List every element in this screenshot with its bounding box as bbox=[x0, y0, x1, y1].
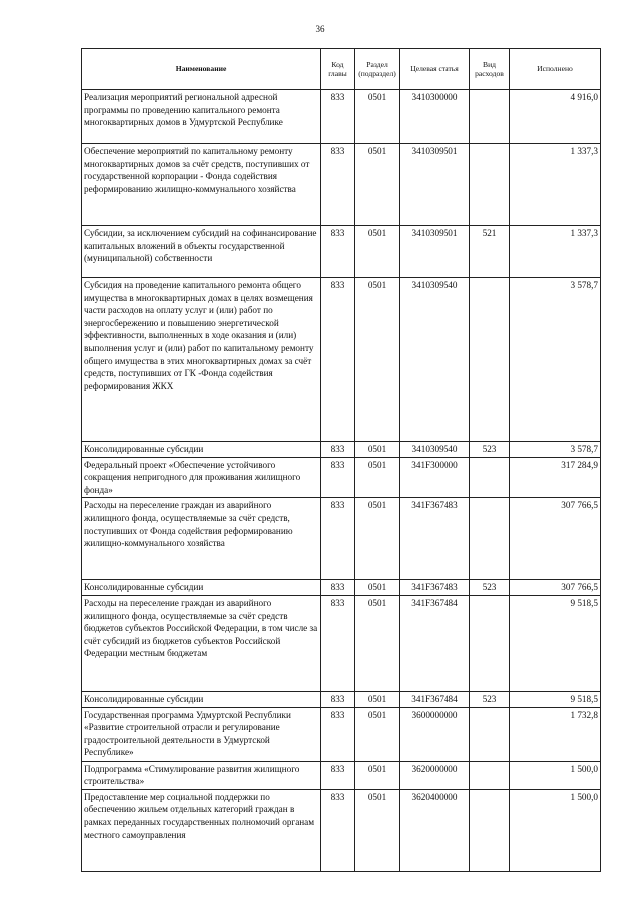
row-name: Федеральный проект «Обеспечение устойчивого сокращения непригодного для проживания жилищного фонда» bbox=[82, 457, 321, 498]
table-row bbox=[82, 457, 601, 498]
table-row bbox=[82, 226, 601, 278]
row-target: 3410300000 bbox=[400, 90, 470, 144]
table-row bbox=[82, 691, 601, 707]
row-type: 523 bbox=[470, 691, 510, 707]
page-number: 36 bbox=[315, 24, 325, 34]
row-target: 3620400000 bbox=[400, 789, 470, 871]
row-executed: 1 337,3 bbox=[510, 226, 601, 278]
row-type: 521 bbox=[470, 226, 510, 278]
row-name: Государственная программа Удмуртской Республики «Развитие строительной отрасли и регулирование градостроительной деятельности в Удмуртской Республике» bbox=[82, 707, 321, 761]
row-executed: 3 578,7 bbox=[510, 442, 601, 458]
row-target: 3410309540 bbox=[400, 442, 470, 458]
row-type bbox=[470, 498, 510, 580]
row-type bbox=[470, 789, 510, 871]
row-target: 341F367484 bbox=[400, 691, 470, 707]
row-name: Расходы на переселение граждан из аварийного жилищного фонда, осуществляемые за счёт средств, поступивших от Фонда содействия реформированию жилищно-коммунального хозяйства bbox=[82, 498, 321, 580]
row-target: 341F367483 bbox=[400, 580, 470, 596]
table-row bbox=[82, 707, 601, 761]
table-row bbox=[82, 278, 601, 442]
table-row bbox=[82, 442, 601, 458]
row-code: 833 bbox=[321, 707, 355, 761]
row-name: Консолидированные субсидии bbox=[82, 580, 321, 596]
row-executed: 1 732,8 bbox=[510, 707, 601, 761]
row-name: Субсидия на проведение капитального ремонта общего имущества в многоквартирных домах в целях возмещения части расходов на оплату услуг и (или) работ по энергосбережению и повышению энергетической эффективности, выполненных в ходе оказания и (или) выполнения услуг и (или) работ по капитальному ремонту общего имущества в этих многоквартирных домах за счёт средств, поступивших от ГК -Фонда содействия реформирования ЖКХ bbox=[82, 278, 321, 442]
row-section: 0501 bbox=[355, 226, 400, 278]
row-section: 0501 bbox=[355, 442, 400, 458]
row-executed: 317 284,9 bbox=[510, 457, 601, 498]
row-type bbox=[470, 707, 510, 761]
row-section: 0501 bbox=[355, 278, 400, 442]
header-row bbox=[82, 49, 601, 90]
row-section: 0501 bbox=[355, 90, 400, 144]
row-code: 833 bbox=[321, 580, 355, 596]
row-section: 0501 bbox=[355, 144, 400, 226]
row-name: Консолидированные субсидии bbox=[82, 442, 321, 458]
row-target: 3410309540 bbox=[400, 278, 470, 442]
row-name: Консолидированные субсидии bbox=[82, 691, 321, 707]
budget-table bbox=[81, 48, 601, 872]
row-code: 833 bbox=[321, 90, 355, 144]
table-row bbox=[82, 595, 601, 691]
table-row bbox=[82, 761, 601, 789]
row-code: 833 bbox=[321, 761, 355, 789]
row-executed: 3 578,7 bbox=[510, 278, 601, 442]
row-section: 0501 bbox=[355, 580, 400, 596]
row-executed: 9 518,5 bbox=[510, 595, 601, 691]
row-type bbox=[470, 761, 510, 789]
row-executed: 9 518,5 bbox=[510, 691, 601, 707]
row-target: 3410309501 bbox=[400, 226, 470, 278]
row-type bbox=[470, 278, 510, 442]
row-type bbox=[470, 144, 510, 226]
row-section: 0501 bbox=[355, 498, 400, 580]
row-section: 0501 bbox=[355, 691, 400, 707]
header-section: Раздел (подраздел) bbox=[355, 49, 400, 90]
row-code: 833 bbox=[321, 691, 355, 707]
row-section: 0501 bbox=[355, 761, 400, 789]
table-row bbox=[82, 90, 601, 144]
row-executed: 4 916,0 bbox=[510, 90, 601, 144]
row-target: 3600000000 bbox=[400, 707, 470, 761]
row-executed: 307 766,5 bbox=[510, 498, 601, 580]
table-row bbox=[82, 789, 601, 871]
row-name: Реализация мероприятий региональной адресной программы по проведению капитального ремонта многоквартирных домов в Удмуртской Республике bbox=[82, 90, 321, 144]
row-name: Расходы на переселение граждан из аварийного жилищного фонда, осуществляемые за счёт средств бюджетов субъектов Российской Федерации, в том числе за счёт субсидий из бюджетов субъектов Российской Федерации местным бюджетам bbox=[82, 595, 321, 691]
row-section: 0501 bbox=[355, 789, 400, 871]
header-type: Вид расходов bbox=[470, 49, 510, 90]
row-code: 833 bbox=[321, 595, 355, 691]
row-section: 0501 bbox=[355, 595, 400, 691]
header-executed: Исполнено bbox=[510, 49, 601, 90]
header-name: Наименование bbox=[82, 49, 321, 90]
row-target: 3410309501 bbox=[400, 144, 470, 226]
row-code: 833 bbox=[321, 498, 355, 580]
row-section: 0501 bbox=[355, 457, 400, 498]
row-executed: 1 337,3 bbox=[510, 144, 601, 226]
row-type: 523 bbox=[470, 442, 510, 458]
row-code: 833 bbox=[321, 226, 355, 278]
row-target: 341F367484 bbox=[400, 595, 470, 691]
row-code: 833 bbox=[321, 457, 355, 498]
row-executed: 307 766,5 bbox=[510, 580, 601, 596]
row-target: 341F300000 bbox=[400, 457, 470, 498]
row-name: Обеспечение мероприятий по капитальному ремонту многоквартирных домов за счёт средств, поступивших от государственной корпорации - Фонда содействия реформированию жилищно-коммунального хозяйства bbox=[82, 144, 321, 226]
header-target: Целевая статья bbox=[400, 49, 470, 90]
row-type bbox=[470, 595, 510, 691]
row-executed: 1 500,0 bbox=[510, 761, 601, 789]
row-type bbox=[470, 457, 510, 498]
row-target: 341F367483 bbox=[400, 498, 470, 580]
row-type: 523 bbox=[470, 580, 510, 596]
row-code: 833 bbox=[321, 144, 355, 226]
row-target: 3620000000 bbox=[400, 761, 470, 789]
table-row bbox=[82, 144, 601, 226]
row-name: Подпрограмма «Стимулирование развития жилищного строительства» bbox=[82, 761, 321, 789]
row-executed: 1 500,0 bbox=[510, 789, 601, 871]
row-code: 833 bbox=[321, 278, 355, 442]
table-row bbox=[82, 580, 601, 596]
row-code: 833 bbox=[321, 442, 355, 458]
row-name: Субсидии, за исключением субсидий на софинансирование капитальных вложений в объекты государственной (муниципальной) собственности bbox=[82, 226, 321, 278]
row-name: Предоставление мер социальной поддержки по обеспечению жильем отдельных категорий граждан в рамках переданных государственных полномочий органам местного самоуправления bbox=[82, 789, 321, 871]
row-code: 833 bbox=[321, 789, 355, 871]
row-type bbox=[470, 90, 510, 144]
row-section: 0501 bbox=[355, 707, 400, 761]
table-row bbox=[82, 498, 601, 580]
header-code: Код главы bbox=[321, 49, 355, 90]
